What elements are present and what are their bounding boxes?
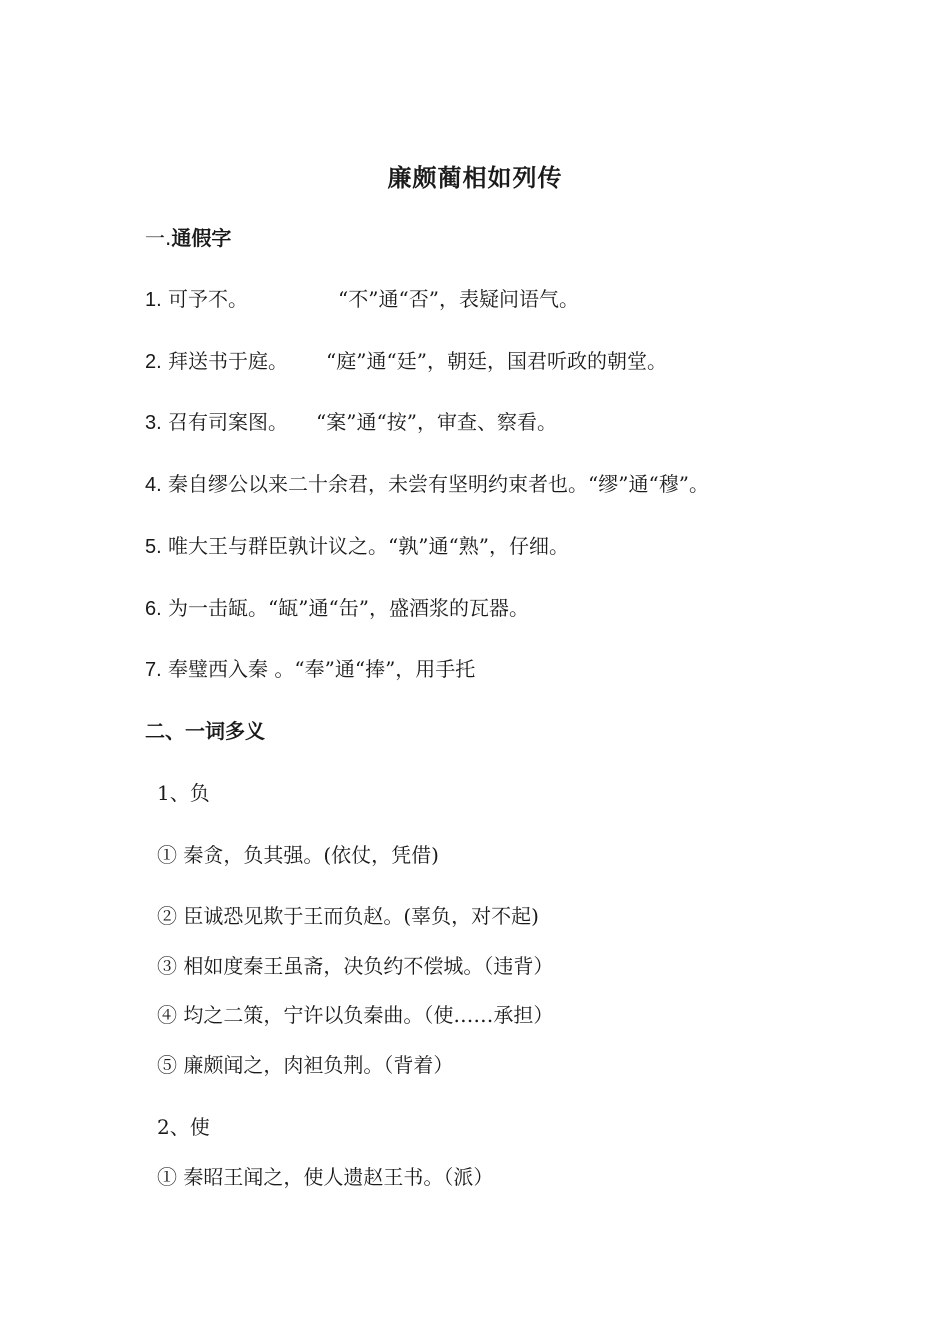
item-number: 7.	[145, 659, 162, 681]
word-label: 2、使	[157, 1115, 210, 1139]
item-number: 1.	[145, 289, 162, 311]
list-item	[145, 408, 557, 437]
item-note: “孰”通“熟”，仔细。	[388, 534, 569, 558]
list-item	[145, 470, 709, 499]
section-prefix: 一.	[145, 226, 172, 250]
list-item	[145, 594, 529, 623]
item-number: 5.	[145, 536, 162, 558]
section-title: 通假字	[171, 226, 232, 250]
list-item	[145, 347, 667, 376]
example-item: ① 秦贪，负其强。(依仗，凭借)	[157, 843, 439, 867]
section-heading-tongjiazi	[145, 224, 231, 252]
item-note: “不”通“否”，表疑问语气。	[338, 287, 579, 311]
item-sentence: 可予不。	[168, 287, 249, 311]
example-item: ① 秦昭王闻之，使人遗赵王书。（派）	[157, 1165, 494, 1189]
list-item	[145, 285, 579, 314]
item-note: “案”通“按”，审查、察看。	[316, 410, 557, 434]
item-sentence: 召有司案图。	[168, 410, 289, 434]
item-number: 3.	[145, 412, 162, 434]
item-number: 2.	[145, 351, 162, 373]
section-heading-yiciduoyi: 二、一词多义	[145, 719, 265, 743]
item-note: “缻”通“缶”，盛酒浆的瓦器。	[268, 596, 529, 620]
item-number: 6.	[145, 598, 162, 620]
item-number: 4.	[145, 474, 162, 496]
item-sentence: 拜送书于庭。	[168, 349, 289, 373]
item-note: “庭”通“廷”，朝廷，国君听政的朝堂。	[326, 349, 667, 373]
item-sentence: 奉璧西入秦 。	[168, 657, 295, 681]
example-item: ③ 相如度秦王虽斋，决负约不偿城。（违背）	[157, 954, 554, 978]
example-item: ④ 均之二策，宁许以负秦曲。（使……承担）	[157, 1003, 554, 1027]
list-item	[145, 532, 569, 561]
item-sentence: 秦自缪公以来二十余君，未尝有坚明约束者也。	[168, 472, 589, 496]
example-item: ⑤ 廉颇闻之，肉袒负荆。（背着）	[157, 1053, 454, 1077]
item-note: “缪”通“穆”。	[588, 472, 709, 496]
item-sentence: 为一击缻。	[168, 596, 269, 620]
example-item: ② 臣诚恐见欺于王而负赵。(辜负，对不起)	[157, 904, 539, 928]
item-note: “奉”通“捧”，用手托	[294, 657, 476, 681]
list-item	[145, 655, 475, 684]
item-sentence: 唯大王与群臣孰计议之。	[168, 534, 389, 558]
word-label: 1、负	[157, 781, 210, 805]
page-title: 廉颇蔺相如列传	[387, 164, 563, 192]
